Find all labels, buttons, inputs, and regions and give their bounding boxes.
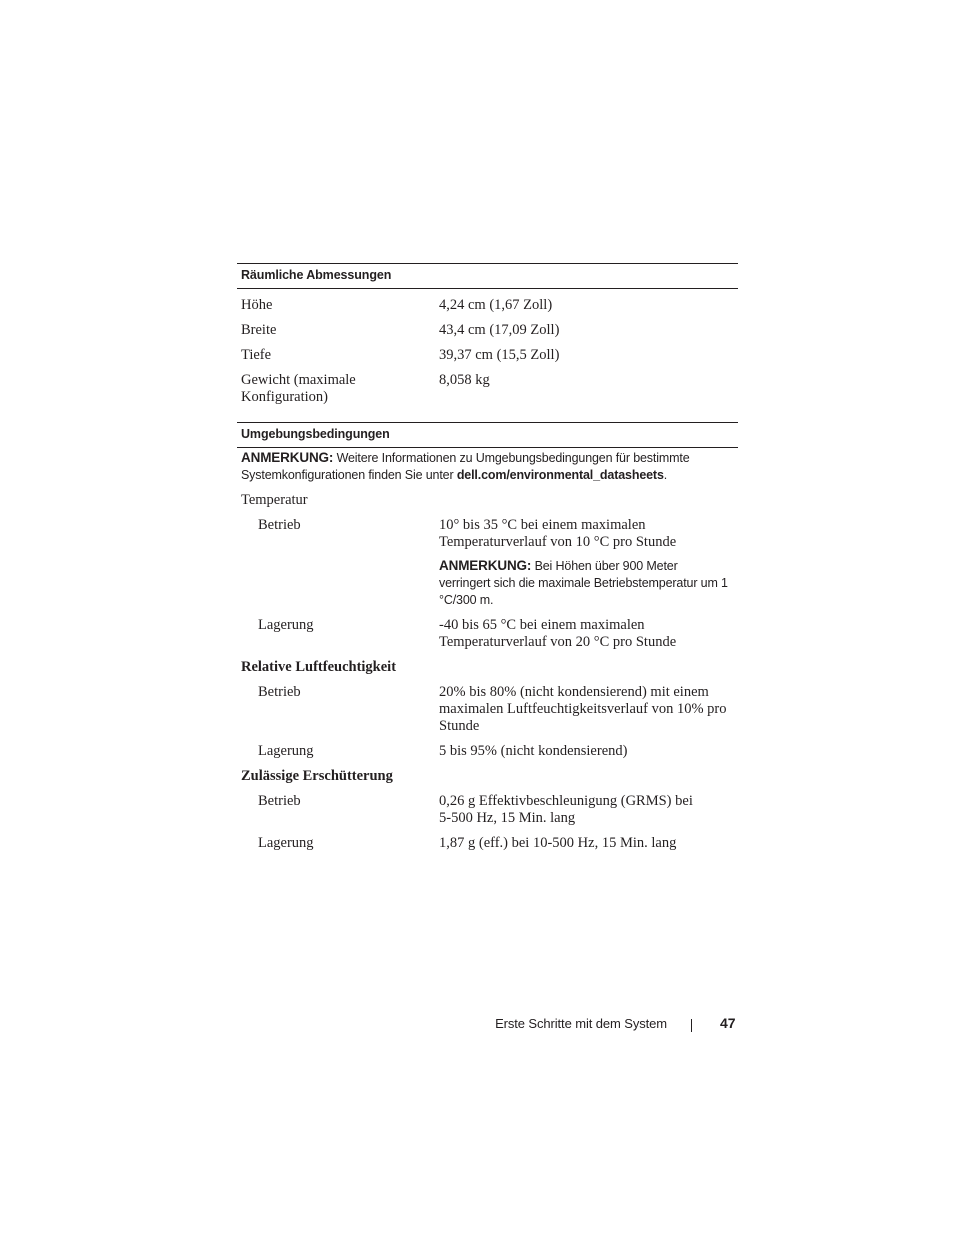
spec-row-width — [237, 322, 738, 339]
spec-value: 8,058 kg — [439, 372, 490, 388]
datasheets-link[interactable]: dell.com/environmental_datasheets — [456, 468, 664, 482]
spec-row-height — [237, 297, 738, 314]
spec-value: 39,37 cm (15,5 Zoll) — [439, 347, 560, 363]
footer-section-title: Erste Schritte mit dem System — [495, 1016, 667, 1031]
spec-value: 5 bis 95% (nicht kondensierend) — [439, 743, 628, 759]
spec-row-depth — [237, 347, 738, 364]
spec-label: Betrieb — [258, 793, 301, 809]
spec-label: Tiefe — [241, 347, 272, 363]
temperature-note — [439, 557, 732, 609]
spec-row-weight — [237, 372, 738, 406]
note-text: Weitere Informationen zu Umgebungsbedingungen für bestimmte Systemkonfigurationen finden Sie unter — [241, 451, 690, 482]
spec-value: 10° bis 35 °C bei einem maximalen Temperaturverlauf von 10 °C pro Stunde — [439, 517, 677, 550]
spec-label: Lagerung — [258, 743, 314, 759]
note-label: ANMERKUNG: — [439, 558, 532, 573]
section-heading-environment: Umgebungsbedingungen — [237, 422, 738, 448]
spec-row-humidity-operating — [237, 684, 738, 735]
note-suffix: . — [663, 468, 668, 482]
spec-value: 0,26 g Effektivbeschleunigung (GRMS) bei 5-500 Hz, 15 Min. lang — [439, 793, 693, 826]
spec-row-vibration-storage — [237, 835, 738, 852]
section-heading-dimensions: Räumliche Abmessungen — [237, 263, 738, 289]
spec-label: Breite — [241, 322, 277, 338]
note-label: ANMERKUNG: — [241, 450, 334, 465]
spec-value: 4,24 cm (1,67 Zoll) — [439, 297, 553, 313]
spec-table — [237, 263, 738, 852]
spec-value: 1,87 g (eff.) bei 10-500 Hz, 15 Min. lang — [439, 835, 677, 851]
spec-value: 43,4 cm (17,09 Zoll) — [439, 322, 560, 338]
group-title-temperature: Temperatur — [241, 492, 308, 508]
spec-label: Lagerung — [258, 835, 314, 851]
note-text: Bei Höhen über 900 Meter verringert sich die maximale Betriebstemperatur um 1 °C/300 m. — [439, 559, 728, 607]
spec-row-humidity-storage — [237, 743, 738, 760]
environment-note — [237, 449, 738, 484]
group-title-humidity: Relative Luftfeuchtigkeit — [241, 659, 397, 675]
spec-label: Betrieb — [258, 684, 301, 700]
spec-value: -40 bis 65 °C bei einem maximalen Temperaturverlauf von 20 °C pro Stunde — [439, 617, 677, 650]
spec-row-temperature-storage — [237, 617, 738, 651]
spec-label: Gewicht (maximale Konfiguration) — [241, 372, 356, 405]
spec-label: Betrieb — [258, 517, 301, 533]
spec-label: Höhe — [241, 297, 273, 313]
page-footer — [0, 1014, 954, 1036]
page-number: 47 — [720, 1015, 736, 1031]
spec-row-vibration-operating — [237, 793, 738, 827]
spec-value: 20% bis 80% (nicht kondensierend) mit einem maximalen Luftfeuchtigkeitsverlauf von 10% pro Stunde — [439, 684, 727, 734]
footer-separator — [691, 1019, 692, 1032]
group-title-vibration: Zulässige Erschütterung — [241, 768, 393, 784]
spec-row-temperature-operating — [237, 517, 738, 609]
spec-value-cell — [439, 517, 738, 609]
spec-label: Lagerung — [258, 617, 314, 633]
